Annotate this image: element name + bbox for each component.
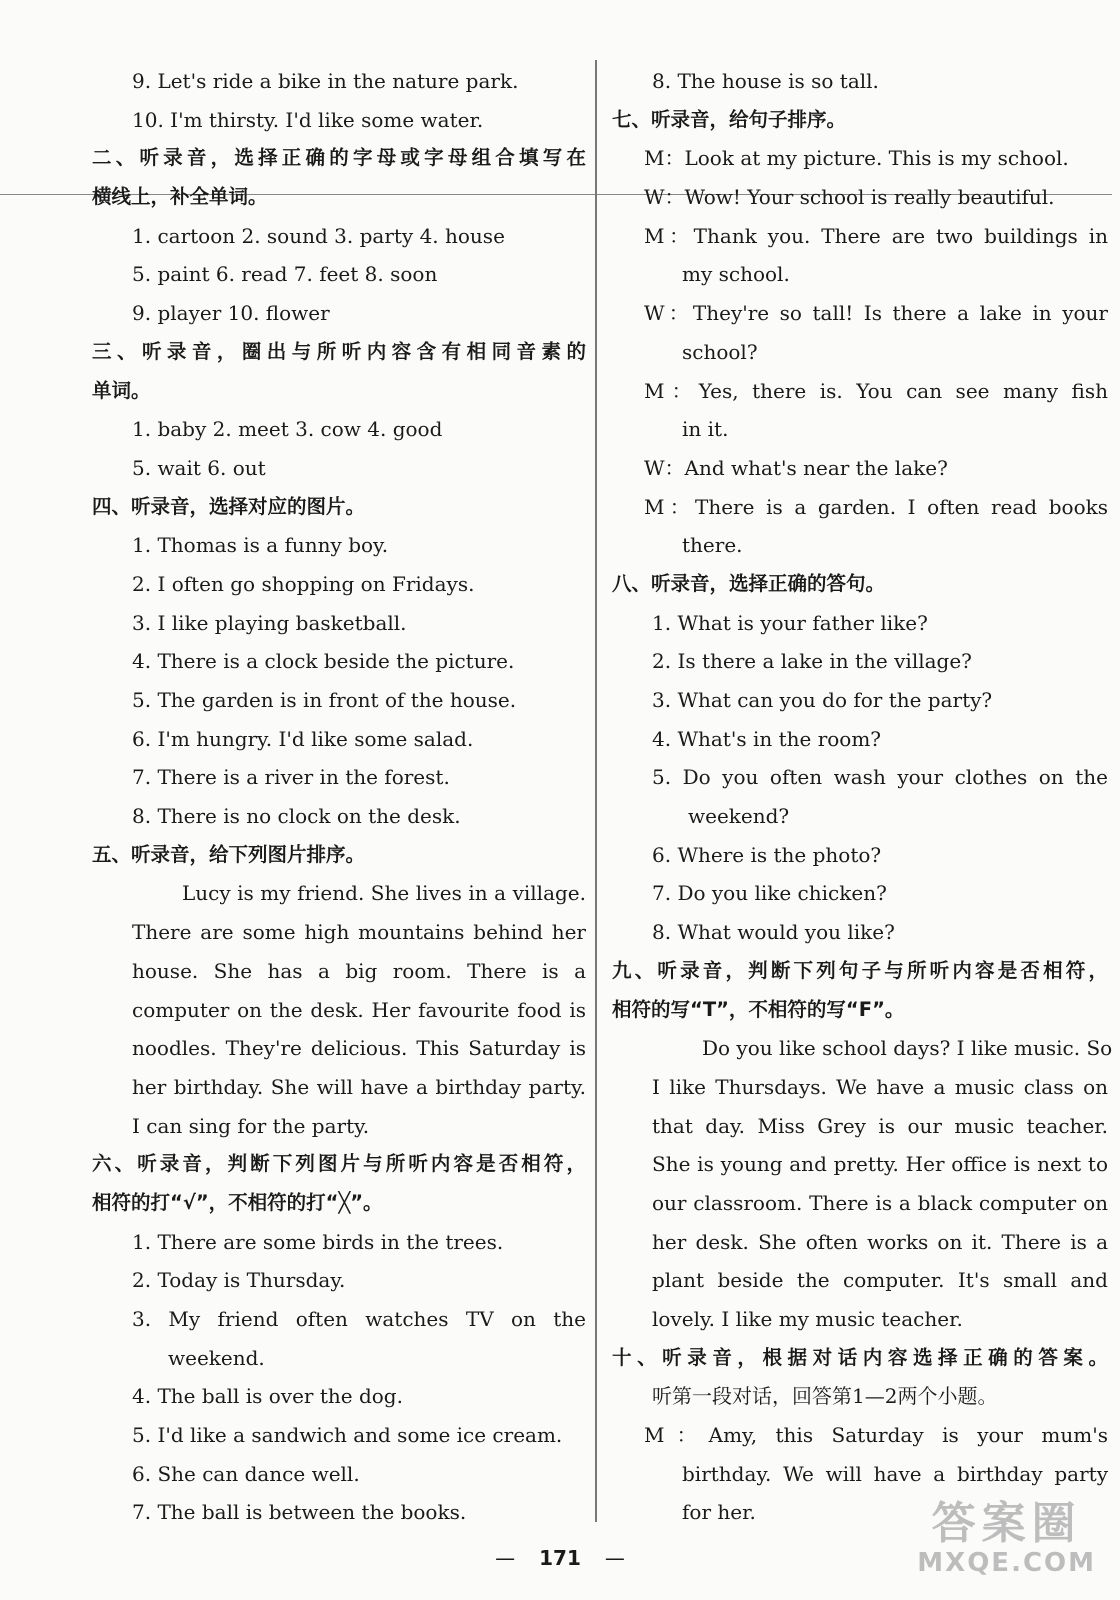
listening-item: 5. The garden is in front of the house. (132, 688, 517, 712)
listening-item: 6. She can dance well. (132, 1461, 360, 1486)
dialogue-line: M：Amy, this Saturday is your mum's (644, 1423, 1108, 1448)
listening-item-cont: weekend. (168, 1345, 265, 1370)
listening-item: 3. My friend often watches TV on the (132, 1307, 586, 1331)
dialogue-line: M：Look at my picture. This is my school. (644, 146, 1069, 171)
listening-item: 8. What would you like? (652, 920, 895, 945)
listening-item: 5. Do you often wash your clothes on the (652, 765, 1108, 790)
passage-line: I can sing for the party. (132, 1113, 370, 1138)
passage-line: She is young and pretty. Her office is next to (652, 1152, 1108, 1177)
section-3-heading-cont: 单词。 (92, 378, 151, 402)
page-footer: — 171 — (495, 1546, 625, 1570)
dialogue-line: M：Thank you. There are two buildings in (644, 223, 1108, 248)
dialogue-line: M：Yes, there is. You can see many fish (644, 378, 1108, 403)
watermark-en: MXQE.COM (917, 1548, 1096, 1578)
section-2-heading-cont: 横线上，补全单词。 (92, 185, 268, 209)
answer-row: 5. paint 6. read 7. feet 8. soon (132, 262, 438, 287)
dialogue-line: W：Wow! Your school is really beautiful. (644, 185, 1055, 210)
dialogue-line: W：And what's near the lake? (644, 455, 948, 480)
listening-item: 6. I'm hungry. I'd like some salad. (132, 726, 474, 751)
dialogue-line-cont: birthday. We will have a birthday party (682, 1461, 1108, 1486)
answer-row: 9. player 10. flower (132, 301, 330, 326)
listening-item: 1. Thomas is a funny boy. (132, 533, 389, 558)
section-10-subheading: 听第一段对话，回答第1—2两个小题。 (652, 1384, 998, 1409)
dialogue-line: W：They're so tall! Is there a lake in your (644, 301, 1108, 326)
listening-item: 7. Do you like chicken? (652, 881, 887, 906)
listening-item: 3. I like playing basketball. (132, 610, 407, 635)
page-number: 171 (539, 1546, 581, 1570)
listening-item: 8. There is no clock on the desk. (132, 804, 461, 829)
passage-line: There are some high mountains behind her (132, 920, 586, 945)
passage-line: house. She has a big room. There is a (132, 958, 586, 983)
passage-line: Do you like school days? I like music. So (702, 1036, 1113, 1061)
left-column (88, 62, 586, 1532)
watermark-logo (917, 1500, 1096, 1578)
dialogue-line-cont: for her. (682, 1500, 756, 1525)
passage-line: her desk. She often works on it. There is a (652, 1229, 1108, 1254)
answer-row: 5. wait 6. out (132, 455, 266, 480)
listening-item-cont: weekend? (688, 804, 790, 829)
passage-line: that day. Miss Grey is our music teacher. (652, 1113, 1108, 1138)
answer-row: 1. baby 2. meet 3. cow 4. good (132, 417, 443, 442)
listening-item: 1. There are some birds in the trees. (132, 1229, 504, 1254)
listening-item: 9. Let's ride a bike in the nature park. (132, 69, 519, 93)
passage-line: noodles. They're delicious. This Saturday is (132, 1036, 586, 1061)
listening-item: 2. I often go shopping on Fridays. (132, 571, 475, 596)
section-10-heading: 十、听录音，根据对话内容选择正确的答案。 (612, 1345, 1108, 1369)
answer-row: 1. cartoon 2. sound 3. party 4. house (132, 223, 505, 248)
listening-item: 3. What can you do for the party? (652, 688, 993, 712)
passage-line: computer on the desk. Her favourite food is (132, 997, 586, 1022)
section-8-heading: 八、听录音，选择正确的答句。 (612, 571, 886, 595)
listening-item: 1. What is your father like? (652, 610, 928, 635)
listening-item: 10. I'm thirsty. I'd like some water. (132, 107, 484, 132)
section-9-heading-cont: 相符的写“T”，不相符的写“F”。 (612, 997, 905, 1021)
dialogue-line-cont: in it. (682, 417, 729, 442)
passage-line: lovely. I like my music teacher. (652, 1307, 963, 1331)
listening-item: 5. I'd like a sandwich and some ice cream. (132, 1423, 563, 1448)
listening-item: 2. Today is Thursday. (132, 1268, 346, 1293)
passage-line: our classroom. There is a black computer on (652, 1190, 1108, 1215)
listening-item: 4. There is a clock beside the picture. (132, 649, 515, 674)
section-7-heading: 七、听录音，给句子排序。 (612, 107, 847, 131)
listening-item: 4. The ball is over the dog. (132, 1384, 403, 1409)
listening-item: 4. What's in the room? (652, 726, 882, 751)
passage-line: plant beside the computer. It's small and (652, 1268, 1108, 1293)
passage-line: Lucy is my friend. She lives in a village. (182, 881, 586, 906)
dialogue-line: M：There is a garden. I often read books (644, 494, 1108, 519)
passage-line: I like Thursdays. We have a music class on (652, 1074, 1108, 1099)
section-4-heading: 四、听录音，选择对应的图片。 (92, 494, 366, 518)
column-divider (595, 60, 597, 1522)
listening-item: 6. Where is the photo? (652, 842, 882, 867)
listening-item: 2. Is there a lake in the village? (652, 649, 972, 674)
section-2-heading: 二、听录音，选择正确的字母或字母组合填写在 (92, 146, 586, 170)
right-column (608, 62, 1113, 1532)
section-9-heading: 九、听录音，判断下列句子与所听内容是否相符， (612, 958, 1108, 982)
watermark-cn: 答案圈 (931, 1498, 1082, 1549)
dialogue-line-cont: my school. (682, 262, 790, 287)
passage-line: her birthday. She will have a birthday party. (132, 1074, 586, 1099)
listening-item: 7. The ball is between the books. (132, 1500, 467, 1525)
section-6-heading-cont: 相符的打“√”，不相符的打“╳”。 (92, 1190, 383, 1214)
listening-item: 8. The house is so tall. (652, 69, 879, 93)
section-5-heading: 五、听录音，给下列图片排序。 (92, 842, 366, 866)
section-6-heading: 六、听录音，判断下列图片与所听内容是否相符， (92, 1152, 586, 1176)
section-3-heading: 三、听录音，圈出与所听内容含有相同音素的 (92, 339, 586, 363)
listening-item: 7. There is a river in the forest. (132, 765, 450, 790)
dialogue-line-cont: there. (682, 533, 743, 558)
dialogue-line-cont: school? (682, 339, 758, 364)
